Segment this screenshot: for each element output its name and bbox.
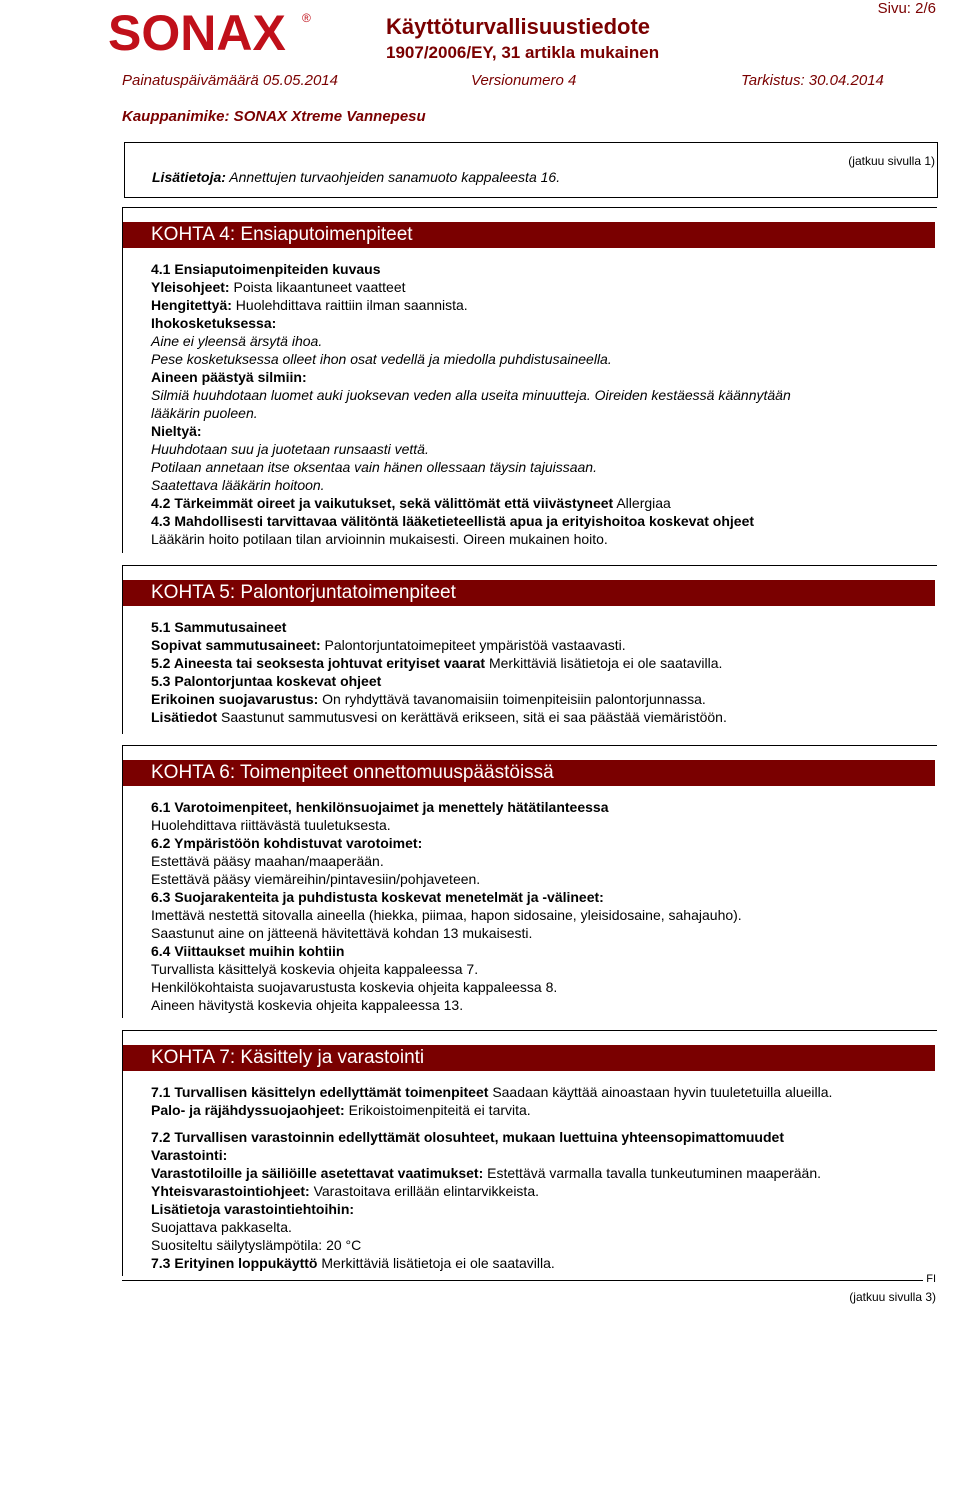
page-number: Sivu: 2/6 xyxy=(877,0,936,17)
section-4: KOHTA 4: Ensiaputoimenpiteet 4.1 Ensiaputoimenpiteiden kuvaus Yleisohjeet: Poista likaantuneet vaatteet Hengitettyä: Huolehdittava raittiin ilman saannista. Ihokosketuksessa: Aine ei yleensä ärsytä ihoa. Pese kosketuksessa olleet ihon osat vedellä ja miedolla puhdistusaineella. Aineen päästyä silmiin: Silmiä huuhdotaan luomet auki juoksevan veden alla useita minuutteja. Oireiden kestäessä käännytään lääkärin puoleen. Nieltyä: Huuhdotaan suu ja juotetaan runsaasti vettä. Potilaan annetaan itse oksentaa vain hänen ollessaan täysin tajuissaan. Saatettava lääkärin hoitoon. 4.2 Tärkeimmät oireet ja vaikutukset, sekä välittömät että viivästyneet Allergiaa 4.3 Mahdollisesti tarvittavaa välitöntä lääketieteellistä apua ja erityishoitoa koskevat ohjeet Lääkärin hoito potilaan tilan arvioinnin mukaisesti. Oireen mukainen hoito. xyxy=(122,207,937,553)
section-5-heading: KOHTA 5: Palontorjuntatoimenpiteet xyxy=(123,580,935,606)
section-5: KOHTA 5: Palontorjuntatoimenpiteet 5.1 Sammutusaineet Sopivat sammutusaineet: Palontorjuntatoimepiteet ympäristöä vastaavasti. 5.2 Aineesta tai seoksesta johtuvat erityiset vaarat Merkittäviä lisätietoja ei ole saatavilla. 5.3 Palontorjuntaa koskevat ohjeet Erikoinen suojavarustus: On ryhdyttävä tavanomaisiin toimenpiteisiin palontorjunnassa. Lisätiedot Saastunut sammutusvesi on kerättävä erikseen, sitä ei saa päästää viemäristöön. xyxy=(122,565,937,734)
footer-rule xyxy=(122,1280,936,1281)
document-title: Käyttöturvallisuustiedote xyxy=(386,14,651,39)
revision-date: Tarkistus: 30.04.2014 xyxy=(741,72,884,89)
additional-info: Lisätietoja: Annettujen turvaohjeiden sanamuoto kappaleesta 16. xyxy=(152,169,561,185)
version-number: Versionumero 4 xyxy=(471,72,577,89)
trade-name: Kauppanimike: SONAX Xtreme Vannepesu xyxy=(122,108,426,125)
continuation-box xyxy=(124,142,938,198)
document-subtitle: 1907/2006/EY, 31 artikla mukainen xyxy=(386,43,660,62)
section-6-heading: KOHTA 6: Toimenpiteet onnettomuuspäästöissä xyxy=(123,760,935,786)
s41-heading: 4.1 Ensiaputoimenpiteiden kuvaus xyxy=(151,261,381,277)
logo-text: SONAX xyxy=(108,6,286,58)
continued-from: (jatkuu sivulla 1) xyxy=(848,154,935,168)
section-4-heading: KOHTA 4: Ensiaputoimenpiteet xyxy=(123,222,935,248)
print-date: Painatuspäivämäärä 05.05.2014 xyxy=(122,72,338,89)
registered-mark: ® xyxy=(302,11,311,25)
continued-to: (jatkuu sivulla 3) xyxy=(849,1290,936,1304)
sonax-logo xyxy=(108,6,318,58)
section-7: KOHTA 7: Käsittely ja varastointi 7.1 Turvallisen käsittelyn edellyttämät toimenpiteet Saadaan käyttää ainoastaan hyvin tuuletetuilla alueilla. Palo- ja räjähdyssuojaohjeet: Erikoistoimenpiteitä ei tarvita. 7.2 Turvallisen varastoinnin edellyttämät olosuhteet, mukaan luettuina yhteensopimattomuudet Varastointi: Varastotiloille ja säiliöille asetettavat vaatimukset: Estettävä varmalla tavalla tunkeutuminen maaperään. Yhteisvarastointiohjeet: Varastoitava erillään elintarvikkeista. Lisätietoja varastointiehtoihin: Suojattava pakkaselta. Suositeltu säilytyslämpötila: 20 °C 7.3 Erityinen loppukäyttö Merkittäviä lisätietoja ei ole saatavilla. xyxy=(122,1030,937,1276)
section-7-heading: KOHTA 7: Käsittely ja varastointi xyxy=(123,1045,935,1071)
language-code: FI xyxy=(923,1273,936,1285)
section-6: KOHTA 6: Toimenpiteet onnettomuuspäästöissä 6.1 Varotoimenpiteet, henkilönsuojaimet ja menettely hätätilanteessa Huolehdittava riittävästä tuuletuksesta. 6.2 Ympäristöön kohdistuvat varotoimet: Estettävä pääsy maahan/maaperään. Estettävä pääsy viemäreihin/pintavesiin/pohjaveteen. 6.3 Suojarakenteita ja puhdistusta koskevat menetelmät ja -välineet: Imettävä nestettä sitovalla aineella (hiekka, piimaa, hapon sidosaine, yleisidosaine, sahajauho). Saastunut aine on jätteenä hävitettävä kohdan 13 mukaisesti. 6.4 Viittaukset muihin kohtiin Turvallista käsittelyä koskevia ohjeita kappaleessa 7. Henkilökohtaista suojavarustusta koskevia ohjeita kappaleessa 8. Aineen hävitystä koskevia ohjeita kappaleessa 13. xyxy=(122,745,937,1018)
